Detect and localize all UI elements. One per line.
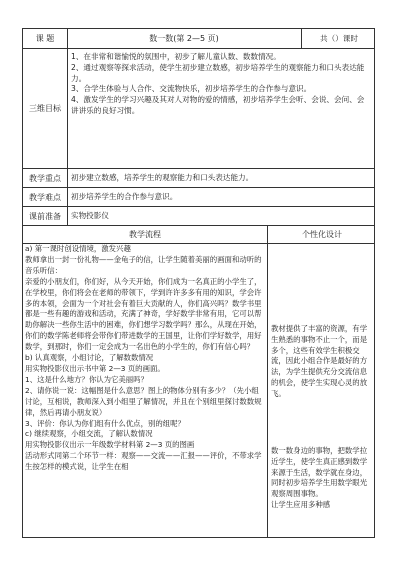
topic-value: 数一数(第 2—5 页) bbox=[149, 33, 219, 43]
personal-label: 个性化设计 bbox=[302, 230, 342, 239]
divider bbox=[267, 226, 268, 244]
goals-text: 1、在非常和谐愉悦的氛围中，初步了解儿童认数、数数情况。 2、通过观察等探求活动，使学生初步建立数感，初步培养学生的观察能力和口头表达能力。 3、合学生体验与人合作、交流物快乐，初步培养学生的合作参与意识。 4、激发学生的学习兴趣及其对人对物的爱的情感，初步培养学生会听、会说、会问、会讲讲乐的良好习惯。 bbox=[71, 52, 365, 115]
key-points-text: 初步建立数感，培养学生的观察能力和口头表达能力。 bbox=[71, 173, 254, 182]
process-body bbox=[23, 244, 374, 537]
divider bbox=[301, 29, 302, 49]
personal-note-1: 教材提供了丰富的资源，有学生熟悉的事物不止一个，而是多个，这些有效学生积极交流，因此小组合作是最好的方法，为学生提供充分交流信息的机会，使学生实现心灵的放飞。 bbox=[271, 324, 368, 398]
key-points-row bbox=[23, 169, 374, 188]
periods-label: 共（）课时 bbox=[320, 33, 358, 43]
process-label: 教学流程 bbox=[129, 230, 161, 239]
divider bbox=[67, 49, 68, 169]
preparation-label: 课前准备 bbox=[29, 211, 61, 221]
process-header-row bbox=[23, 226, 374, 244]
difficulties-text: 初步培养学生的合作参与意识。 bbox=[71, 192, 178, 201]
divider bbox=[67, 207, 68, 226]
divider bbox=[67, 169, 68, 188]
process-text: a) 第一课时创设情境，激发兴趣 教师拿出一封一份礼物——金龟子的信，让学生随着美丽的画面和动听的音乐听信： 亲爱的小朋友们，你们好，从今天开始，你们成为一名真正的小学生了，在学校里，你们将会在老师的带领下，学到许许多多有用的知识，学会许多的本领，会面为一个对社会有着巨大贡献的人，你们高兴吗？数学书里都是一些有趣的游戏和活动，充满了神奇，学好数学非常有用，它可以帮助你解决一些你生活中的困难，你们想学习数学吗？那么，从现在开始，你们的数学陈老师将会带你们带进数学的王国里，让你们学好数学，用好数学，到那时，你们一定会成为一名出色的小学生的，你们有信心吗？ b) 认真观察，小组讨论，了解数数情况 用实物投影仪出示书中第 2—3 页的画面。 1、这是什么地方？你认为它美丽吗？ 2、请你说一说：这幅图是什么意思？图上的物体分别有多少？（先小组讨论，互相说，教师深入到小组里了解情况，并且在个别组里探讨数数规律，然后再请小朋友说） 3、评价：你认为你们组有什么优点，别的组呢？ c) 继续观察，小组交流，了解认数情况 用实物投影仪出示一年级数学材料第 2—3 页的图画 活动形式同第二个环节一样：观察——交流——汇报——评价，不带求学生按怎样的模式说，让学生在相 bbox=[25, 244, 262, 472]
goals-label: 三维目标 bbox=[29, 104, 61, 113]
divider bbox=[67, 188, 68, 207]
divider bbox=[67, 29, 68, 49]
preparation-text: 实物投影仪 bbox=[71, 211, 109, 220]
key-points-label: 教学重点 bbox=[29, 173, 61, 183]
topic-label: 课 题 bbox=[35, 34, 55, 43]
preparation-row bbox=[23, 207, 374, 226]
goals-row bbox=[23, 49, 374, 169]
lesson-plan-table bbox=[22, 28, 375, 538]
divider bbox=[267, 244, 268, 537]
personal-note-2: 数一数身边的事物，把数学拉近学生，使学生真正感到数学来源于生活，数学就在身边，同时初步培养学生用数学眼光观察周围事物。 让学生应用多种感 bbox=[271, 446, 368, 509]
topic-row bbox=[23, 29, 374, 49]
difficulties-row bbox=[23, 188, 374, 207]
difficulties-label: 教学难点 bbox=[29, 192, 61, 202]
